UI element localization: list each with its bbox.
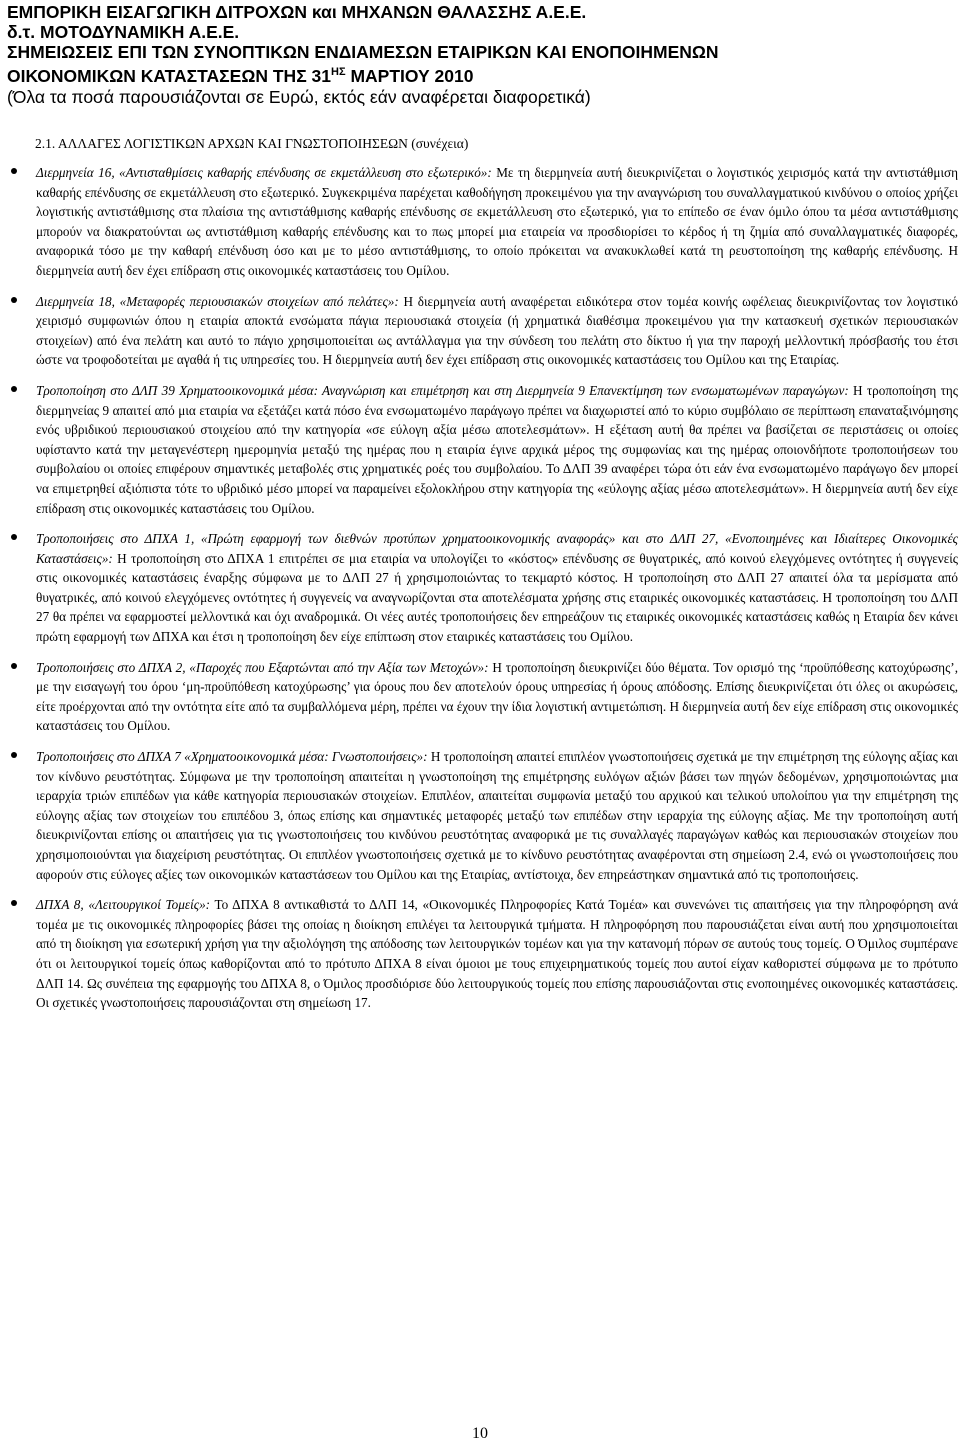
item-heading: Τροποποιήσεις στο ΔΠΧΑ 1, «Πρώτη εφαρμογή των διεθνών προτύπων χρηματοοικονομικής αναφοράς» και στο ΔΛΠ 27, «Ενοποιημένες και Ιδιαίτερες Οικονομικές Καταστάσεις»: — [36, 531, 958, 566]
bullet-icon — [11, 168, 17, 174]
item-paragraph — [36, 292, 958, 370]
item-paragraph — [36, 658, 958, 736]
item-heading: Τροποποίηση στο ΔΛΠ 39 Χρηματοοικονομικά μέσα: Αναγνώριση και επιμέτρηση και στη Διερμηνεία 9 Επανεκτίμηση των ενσωματωμένων παραγώγων: — [36, 382, 849, 398]
notes-title-line-1: ΣΗΜΕΙΩΣΕΙΣ ΕΠΙ ΤΩΝ ΣΥΝΟΠΤΙΚΩΝ ΕΝΔΙΑΜΕΣΩΝ ΕΤΑΙΡΙΚΩΝ ΚΑΙ ΕΝΟΠΟΙΗΜΕΝΩΝ — [7, 42, 719, 62]
section-title: 2.1. ΑΛΛΑΓΕΣ ΛΟΓΙΣΤΙΚΩΝ ΑΡΧΩΝ ΚΑΙ ΓΝΩΣΤΟΠΟΙΗΣΕΩΝ (συνέχεια) — [35, 136, 469, 151]
item-text: Με τη διερμηνεία αυτή διευκρινίζεται ο λογιστικός χειρισμός κατά την αντιστάθμιση καθαρής επένδυσης σε εκμετάλλευση στο εξωτερικό. Συγκεκριμένα παρέχεται καθοδήγηση προκειμένου για την αναγνώριση του συναλλαγματικού κινδύνου ο οποίος χρήζει λογιστικής αντιστάθμισης στα πλαίσια της αντιστάθμισης καθαρής επένδυσης σε εκμετάλλευση στο εξωτερικό, για το επίπεδο σε έναν όμιλο όπου τα μέσα αντιστάθμισης μπορούν να διακρατούνται ως αντιστάθμιση καθαρής επένδυσης και το πως μπορεί μια εταιρεία να προσδιορίσει το κέρδος ή τη ζημία από συναλλαγματικές διαφορές, αναφορικά τόσο με την καθαρή επένδυση όσο και με το μέσο αντιστάθμισης, το οποίο πρόκειται να ανακυκλωθεί κατά τη ρευστοποίηση της καθαρής επένδυσης. Η διερμηνεία αυτή δεν έχει επίδραση στις οικονομικές καταστάσεις του Ομίλου. — [36, 165, 958, 278]
item-text: Η διερμηνεία αυτή αναφέρεται ειδικότερα στον τομέα κοινής ωφέλειας διευκρινίζοντας τον λογιστικό χειρισμό συμφωνιών όπου η εταιρία αποκτά ενσώματα πάγια περιουσιακά στοιχεία (ή χρηματικά διαθέσιμα προκειμένου για την κατασκευή σχετικών περιουσιακών στοιχείων) από ένα πελάτη και αυτό το πάγιο χρησιμοποιείται ως αντάλλαγμα για την σύνδεση του πελάτη στο δίκτυο ή για την παροχή μελλοντική πρόσβασής του έτσι ώστε να τροφοδοτείται με αγαθά ή τις υπηρεσίες του. Η διερμηνεία αυτή δεν έχει επίδραση στις οικονομικές καταστάσεις του Ομίλου και της Εταιρίας. — [36, 293, 958, 368]
item-paragraph — [36, 381, 958, 518]
page-number: 10 — [472, 1425, 488, 1442]
item-heading: Διερμηνεία 16, «Αντισταθμίσεις καθαρής επένδυσης σε εκμετάλλευση στο εξωτερικό»: — [36, 165, 492, 180]
list-item — [8, 529, 958, 647]
item-text: Η τροποποίηση στο ΔΠΧΑ 1 επιτρέπει σε μια εταιρία να υπολογίζει το «κόστος» επένδυσης σε θυγατρικές, από κοινού ελεγχόμενες οντότητες ή συγγενείς στις οικονομικές καταστάσεις έναρξης σύμφωνα με το ΔΛΠ 27 ή χρησιμοποιώντας το τεκμαρτό κόστος. Η τροποποίηση στο ΔΛΠ 27 απαιτεί όλα τα μερίσματα από θυγατρικές, από κοινού ελεγχόμενες οντότητες ή συγγενείς να αναγνωρίζονται στα αποτελέσματα χρήσης στις εταιρικές οικονομικές καταστάσεις. Η τροποποίηση του ΔΛΠ 27 θα πρέπει να εφαρμοστεί μελλοντικά και όχι αναδρομικά. Οι νέες αυτές τροποποιήσεις δεν επηρεάζουν τις εταιρικές οικονομικές καταστάσεις καθώς η Εταιρία δεν κάνει πρώτη εφαρμογή των ΔΠΧΑ και έτσι η τροποποίηση δεν είχε επίπτωση στον εταιρικές καταστάσεις του Ομίλου. — [36, 550, 958, 645]
list-item — [8, 292, 958, 370]
company-name: ΕΜΠΟΡΙΚΗ ΕΙΣΑΓΩΓΙΚΗ ΔΙΤΡΟΧΩΝ και ΜΗΧΑΝΩΝ ΘΑΛΑΣΣΗΣ Α.Ε.Ε. — [7, 2, 587, 22]
list-item — [8, 163, 958, 281]
bullet-icon — [11, 900, 17, 906]
item-text: Η τροποποίηση διευκρινίζει δύο θέματα. Τον ορισμό της ‘προϋπόθεσης κατοχύρωσης’, με την εισαγωγή του όρου ‘μη-προϋπόθεση κατοχύρωσης’ για όρους που δεν αποτελούν όρους υπηρεσίας ή όρους απόδοσης. Επίσης διευκρινίζεται ότι όλες οι ακυρώσεις, είτε προέρχονται από την οντότητα είτε από τα συμβαλλόμενα μέρη, πρέπει να έχουν την ίδια λογιστική αντιμετώπιση. Η διερμηνεία αυτή δεν είχε επίδραση στις οικονομικές καταστάσεις του Ομίλου. — [36, 659, 959, 734]
item-heading: Τροποποιήσεις στο ΔΠΧΑ 2, «Παροχές που Εξαρτώνται από την Αξία των Μετοχών»: — [36, 659, 489, 675]
date-superscript: ΗΣ — [331, 66, 346, 78]
notes-title-line-2: ΟΙΚΟΝΟΜΙΚΩΝ ΚΑΤΑΣΤΑΣΕΩΝ ΤΗΣ $31^{H\Sigma}$ ΜΑΡΤΙΟΥ 2010 — [7, 66, 474, 86]
list-item — [8, 658, 958, 736]
item-paragraph — [36, 163, 958, 281]
bullet-icon — [11, 297, 17, 303]
list-item — [8, 381, 958, 518]
item-text: Η τροποποίηση της διερμηνείας 9 απαιτεί από μια εταιρία να εξετάζει κατά πόσο ένα ενσωματωμένο παράγωγο πρέπει να διαχωριστεί από το κύριο συμβόλαιο σε περίπτωση επαναταξινόμησης ενός υβριδικού περιουσιακού στοιχείου από την κατηγορία «σε εύλογη αξία μέσω αποτελεσμάτων». Η εξέταση αυτή θα πρέπει να βασίζεται σε περιστάσεις οι οποίες υφίσταντο κατά την μεταγενέστερη ημερομηνία μεταξύ της ημέρας που η εταιρία έγινε αρχικά μέρος της συμφωνίας και της ημέρας οποιονδήποτε τροποποιήσεων του συμβολαίου οι οποίες επιφέρουν σημαντικές μεταβολές στις χρηματικές ροές του συμβολαίου. Το ΔΛΠ 39 αναφέρει τώρα ότι εάν ένα ενσωματωμένο παράγωγο δεν μπορεί να επιμετρηθεί αξιόπιστα τότε το υβριδικό μέσο μπορεί να παραμείνει εξολοκλήρου στην κατηγορία της «εύλογης αξίας μέσω αποτελεσμάτων». Η διερμηνεία αυτή δεν είχε επίδραση στις οικονομικές καταστάσεις του Ομίλου. — [36, 382, 958, 516]
currency-note: (Όλα τα ποσά παρουσιάζονται σε Ευρώ, εκτός εάν αναφέρεται διαφορετικά) — [7, 87, 591, 107]
item-paragraph — [36, 895, 958, 1013]
list-item — [8, 895, 958, 1013]
item-heading: ΔΠΧΑ 8, «Λειτουργικοί Τομείς»: — [36, 897, 211, 913]
bullet-icon — [11, 386, 17, 392]
item-heading: Τροποποιήσεις στο ΔΠΧΑ 7 «Χρηματοοικονομικά μέσα: Γνωστοποιήσεις»: — [36, 749, 428, 765]
bullet-icon — [11, 663, 17, 669]
item-text: Η τροποποίηση απαιτεί επιπλέον γνωστοποιήσεις σχετικά με την επιμέτρηση της εύλογης αξίας και τον κίνδυνο ρευστότητας. Σύμφωνα με την τροποποίηση απαιτείται η γνωστοποίηση της επιμέτρησης ευλόγων αξιών βάσει των πηγών δεδομένων, χρησιμοποιώντας μια ιεραρχία τριών επιπέδων για κάθε κατηγορία περιουσιακών στοιχείων. Επιπλέον, απαιτείται συμφωνία μεταξύ του αρχικού και τελικού υπολοίπου για την επιμέτρηση της εύλογης αξίας των στοιχείων του επιπέδου 3, όπως επίσης και σημαντικές μεταφορές μεταξύ των επιπέδων στην ιεραρχία της εύλογης αξίας. Με την τροποποίηση αυτή διευκρινίζονται επίσης οι απαιτήσεις για τις γνωστοποιήσεις του κινδύνου ρευστότητας αναφορικά με τις συναλλαγές παραγώγων καθώς και περιουσιακών στοιχείων που χρησιμοποιούνται για διαχείριση ρευστότητας. Οι επιπλέον γνωστοποιήσεις σχετικά με το κίνδυνο ρευστότητας αναφέρονται στη σημείωση 2.4, ενώ οι γνωστοποιήσεις που αφορούν στις εύλογες αξίες των οικονομικών καταστάσεων του Ομίλου και της Εταιρίας, αντίστοιχα, δεν επηρεάστηκαν σημαντικά από τις τροποποιήσεις. — [36, 749, 958, 882]
item-paragraph — [36, 747, 958, 884]
document-header — [7, 2, 957, 108]
list-item — [8, 747, 958, 884]
trade-name: δ.τ. ΜΟΤΟΔΥΝΑΜΙΚΗ Α.Ε.Ε. — [7, 22, 240, 42]
amendments-list — [8, 163, 958, 1024]
bullet-icon — [11, 752, 17, 758]
item-heading: Διερμηνεία 18, «Μεταφορές περιουσιακών στοιχείων από πελάτες»: — [36, 293, 399, 309]
item-paragraph — [36, 529, 958, 647]
item-text: Το ΔΠΧΑ 8 αντικαθιστά το ΔΛΠ 14, «Οικονομικές Πληροφορίες Κατά Τομέα» και συνενώνει τις απαιτήσεις για την πληροφόρηση ανά τομέα με τις οικονομικές πληροφορίες βάσει της οποίας η διοίκηση επιλέγει τα λειτουργικά τμήματα. Η πληροφόρηση που παρουσιάζεται είναι αυτή που χρησιμοποιείται από τη διοίκηση για εσωτερική χρήση για την αξιολόγηση της απόδοσης των λειτουργικών τομέων και για την κατανομή πόρων σε αυτούς τους τομείς. Ο Όμιλος συμπέρανε ότι οι λειτουργικοί τομείς όπως καθορίζονται από το πρότυπο ΔΠΧΑ 8 είναι όμοιοι με τους επιχειρηματικούς τομείς που αυτοί είχαν καθοριστεί σύμφωνα με το πρότυπο ΔΛΠ 14. Ως συνέπεια της εφαρμογής του ΔΠΧΑ 8, ο Όμιλος προσδιόρισε δύο λειτουργικούς τομείς που επίσης παρουσιάζονται στις ενοποιημένες οικονομικές καταστάσεις. Οι σχετικές γνωστοποιήσεις παρουσιάζονται στη σημείωση 17. — [36, 897, 958, 1011]
bullet-icon — [11, 534, 17, 540]
